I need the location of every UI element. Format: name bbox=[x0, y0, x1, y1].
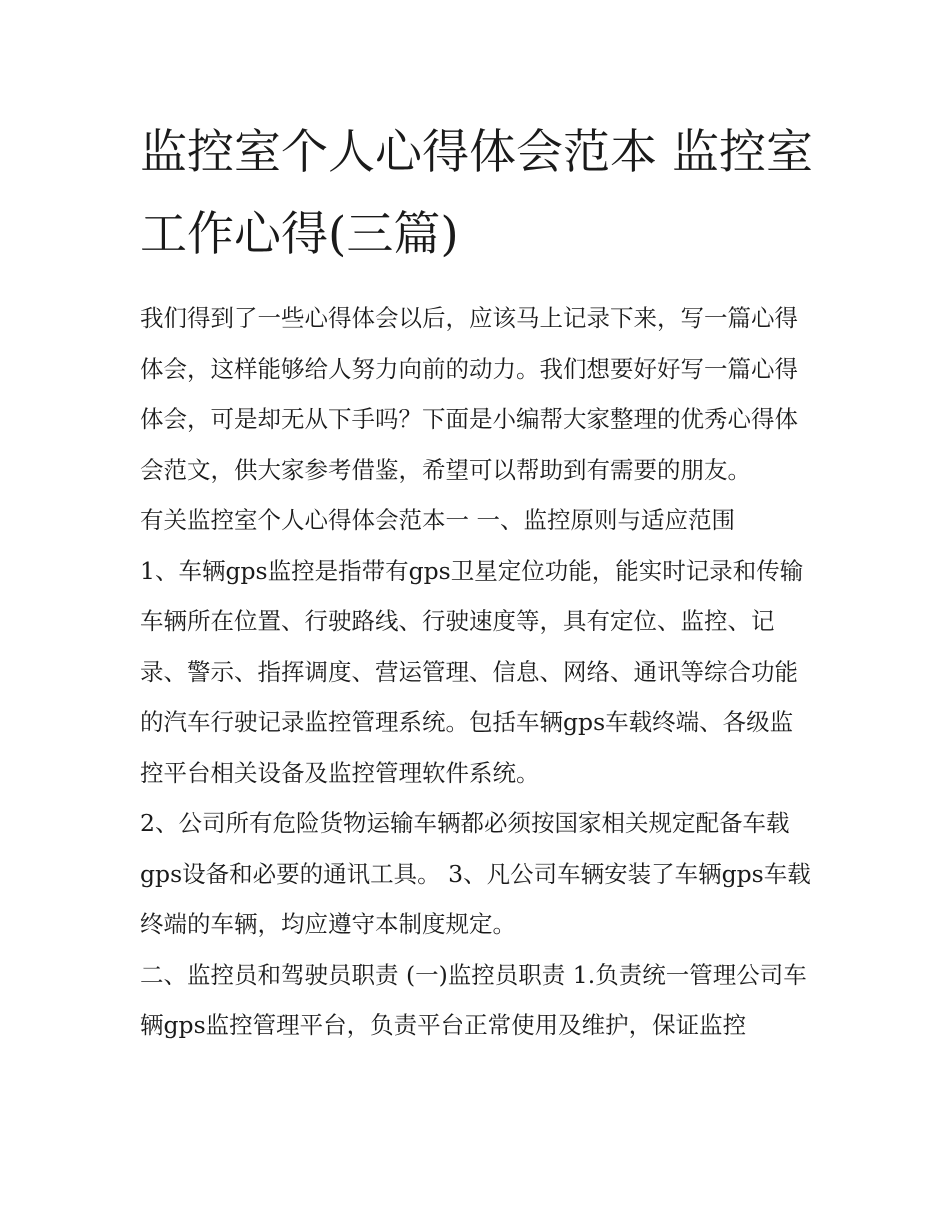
intro-paragraph: 我们得到了一些心得体会以后，应该马上记录下来，写一篇心得体会，这样能够给人努力向前的动力。我们想要好好写一篇心得体会，可是却无从下手吗？下面是小编帮大家整理的优秀心得体会范文，供大家参考借鉴，希望可以帮助到有需要的朋友。 bbox=[140, 304, 798, 484]
paragraph-item-2: 2、公司所有危险货物运输车辆都必须按国家相关规定配备车载gps设备和必要的通讯工具。 3、凡公司车辆安装了车辆gps车载终端的车辆，均应遵守本制度规定。 bbox=[140, 809, 811, 938]
document-title: 监控室个人心得体会范本 监控室工作心得(三篇) bbox=[140, 125, 813, 262]
paragraph-section-2: 二、监控员和驾驶员职责 (一)监控员职责 1.负责统一管理公司车辆gps监控管理平台，负责平台正常使用及维护，保证监控 bbox=[140, 960, 807, 1039]
section-heading: 有关监控室个人心得体会范本一 一、监控原则与适应范围 bbox=[140, 506, 735, 534]
document-page bbox=[140, 112, 815, 1051]
paragraph-item-1: 1、车辆gps监控是指带有gps卫星定位功能，能实时记录和传输车辆所在位置、行驶路线、行驶速度等，具有定位、监控、记录、警示、指挥调度、营运管理、信息、网络、通讯等综合功能的汽车行驶记录监控管理系统。包括车辆gps车载终端、各级监控平台相关设备及监控管理软件系统。 bbox=[140, 556, 804, 787]
